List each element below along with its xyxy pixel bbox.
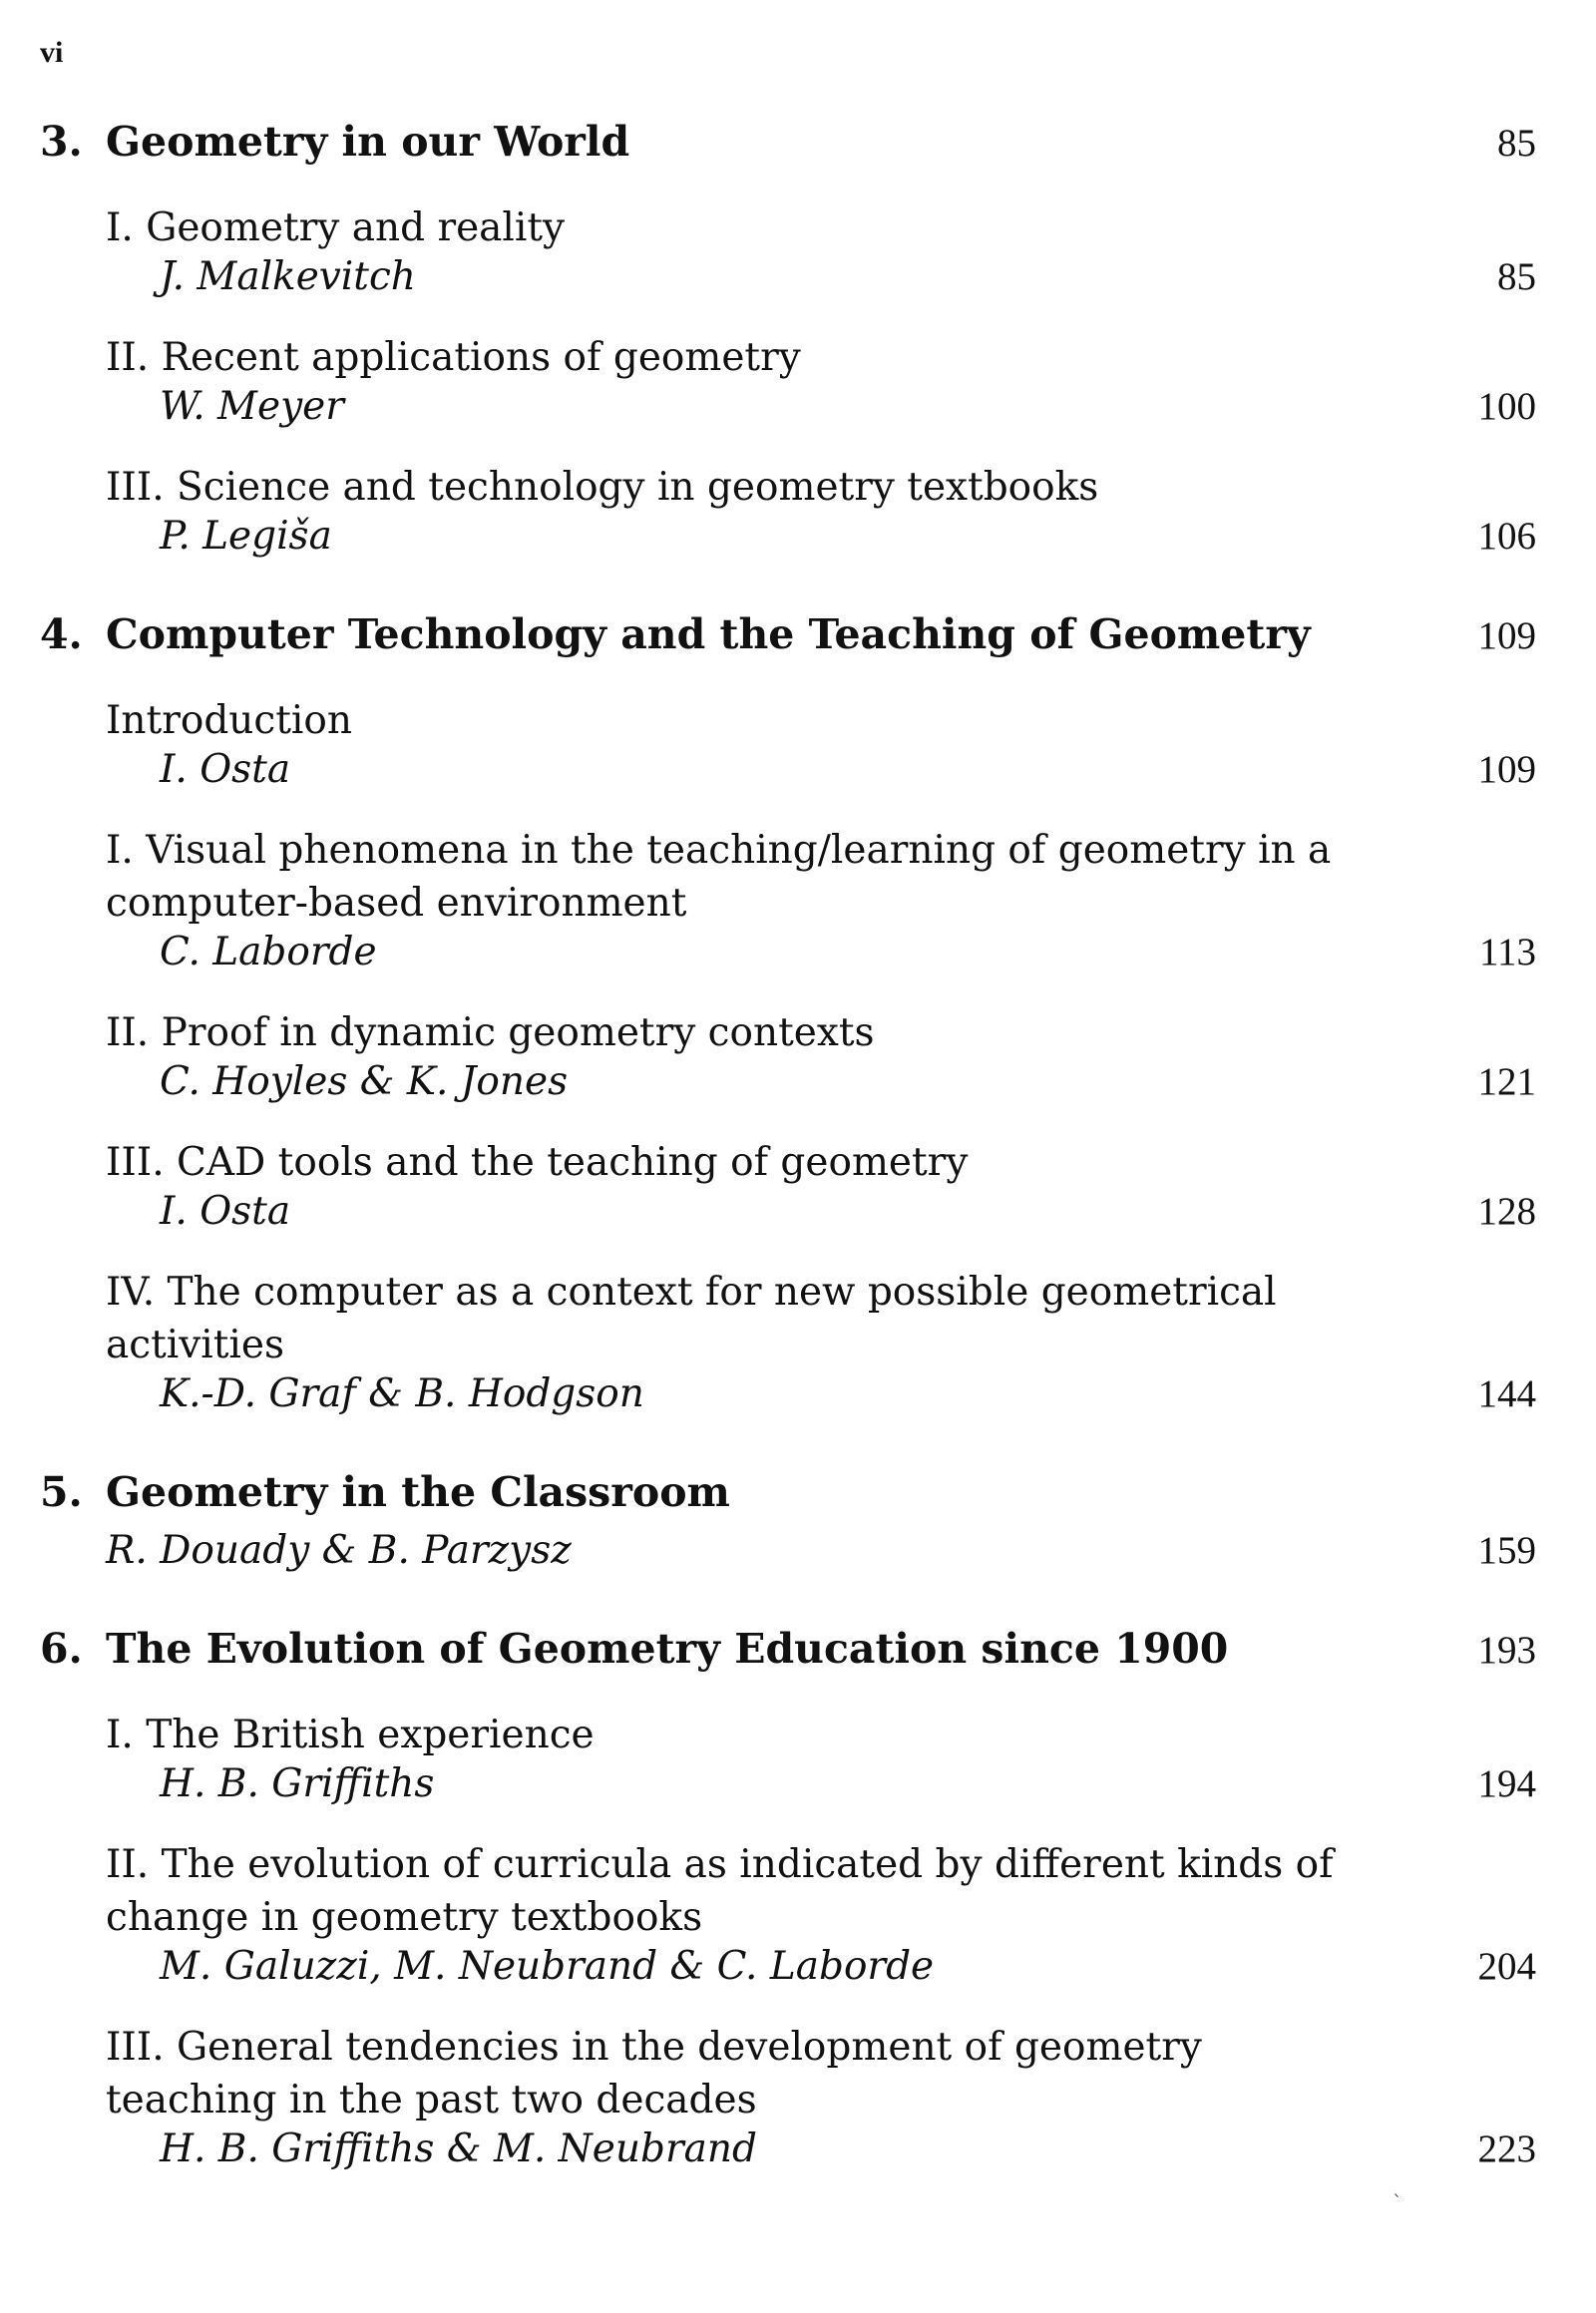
chapter-6: [40, 1625, 1536, 2179]
entry-page: 106: [1477, 515, 1536, 558]
entry-title: II. Recent applications of geometry: [106, 335, 801, 380]
chapter-title: Computer Technology and the Teaching of Geometry: [106, 610, 1311, 658]
entry-page: 109: [1477, 748, 1536, 791]
entry-author: C. Hoyles & K. Jones: [160, 1059, 569, 1104]
chapter-number: 4.: [40, 610, 83, 658]
entry-page: 223: [1477, 2127, 1536, 2170]
toc-entry[interactable]: [106, 461, 1536, 567]
entry-title: I. Geometry and reality: [106, 205, 566, 250]
chapter-title: Geometry in our World: [106, 118, 630, 166]
chapter-title: Geometry in the Classroom: [106, 1468, 730, 1516]
chapter-number: 5.: [40, 1468, 83, 1516]
chapter-title: The Evolution of Geometry Education since 1900: [106, 1625, 1229, 1673]
toc-entry[interactable]: [106, 1006, 1536, 1112]
entry-title: IV. The computer as a context for new possible geometrical activities: [106, 1270, 1277, 1367]
entry-page: 85: [1497, 255, 1536, 298]
entry-title: III. Science and technology in geometry textbooks: [106, 465, 1099, 510]
entry-title: I. Visual phenomena in the teaching/learning of geometry in a computer-based environment: [106, 828, 1332, 926]
entry-author: C. Laborde: [160, 930, 377, 974]
toc-entry[interactable]: [106, 824, 1536, 982]
entry-page: 144: [1477, 1372, 1536, 1415]
entry-author: M. Galuzzi, M. Neubrand & C. Laborde: [160, 1944, 935, 1989]
entry-title: III. CAD tools and the teaching of geometry: [106, 1140, 969, 1185]
entry-title: II. Proof in dynamic geometry contexts: [106, 1010, 875, 1055]
chapter-number: 3.: [40, 118, 83, 166]
entry-author: P. Legiša: [160, 514, 332, 559]
chapter-heading[interactable]: [40, 118, 1536, 178]
entry-author: H. B. Griffiths & M. Neubrand: [160, 2126, 757, 2171]
chapter-page: 85: [1497, 122, 1536, 165]
entry-author: I. Osta: [160, 1189, 291, 1234]
chapter-page: 159: [1477, 1529, 1536, 1572]
entry-title: III. General tendencies in the development of geometry teaching in the past two decades: [106, 2025, 1202, 2122]
entry-page: 113: [1478, 931, 1536, 973]
page-number: vi: [40, 36, 64, 69]
entry-title: II. The evolution of curricula as indicated by different kinds of change in geometry textbooks: [106, 1842, 1334, 1940]
chapter-number: 6.: [40, 1625, 83, 1673]
chapter-heading[interactable]: [40, 1625, 1536, 1685]
entry-title: Introduction: [106, 698, 352, 743]
entry-page: 128: [1477, 1190, 1536, 1233]
toc-entry[interactable]: [106, 2021, 1536, 2179]
chapter-4: [40, 610, 1536, 1424]
toc-entry[interactable]: [106, 1838, 1536, 1997]
entry-title: I. The British experience: [106, 1713, 595, 1757]
toc-entry[interactable]: [106, 1136, 1536, 1242]
entry-author: I. Osta: [160, 747, 291, 792]
entry-author: H. B. Griffiths: [160, 1761, 435, 1806]
entry-page: 204: [1477, 1945, 1536, 1988]
entry-author: K.-D. Graf & B. Hodgson: [160, 1371, 644, 1416]
toc-entry[interactable]: [106, 201, 1536, 307]
chapter-heading[interactable]: [40, 1468, 1536, 1528]
chapter-page: 193: [1477, 1629, 1536, 1672]
chapter-page: 109: [1477, 614, 1536, 657]
chapter-3: [40, 118, 1536, 567]
table-of-contents: [40, 118, 1536, 2223]
toc-entry[interactable]: [106, 694, 1536, 800]
entry-page: 100: [1477, 385, 1536, 428]
toc-entry[interactable]: [106, 331, 1536, 437]
scan-speck: `: [1393, 2190, 1402, 2214]
entry-author: J. Malkevitch: [160, 254, 416, 299]
toc-entry[interactable]: [106, 1709, 1536, 1814]
entry-page: 121: [1477, 1060, 1536, 1103]
chapter-author: R. Douady & B. Parzysz: [106, 1528, 572, 1573]
entry-page: 194: [1477, 1762, 1536, 1805]
toc-entry[interactable]: [106, 1266, 1536, 1424]
entry-author: W. Meyer: [160, 384, 344, 429]
chapter-heading[interactable]: [40, 610, 1536, 670]
chapter-5: [40, 1468, 1536, 1581]
